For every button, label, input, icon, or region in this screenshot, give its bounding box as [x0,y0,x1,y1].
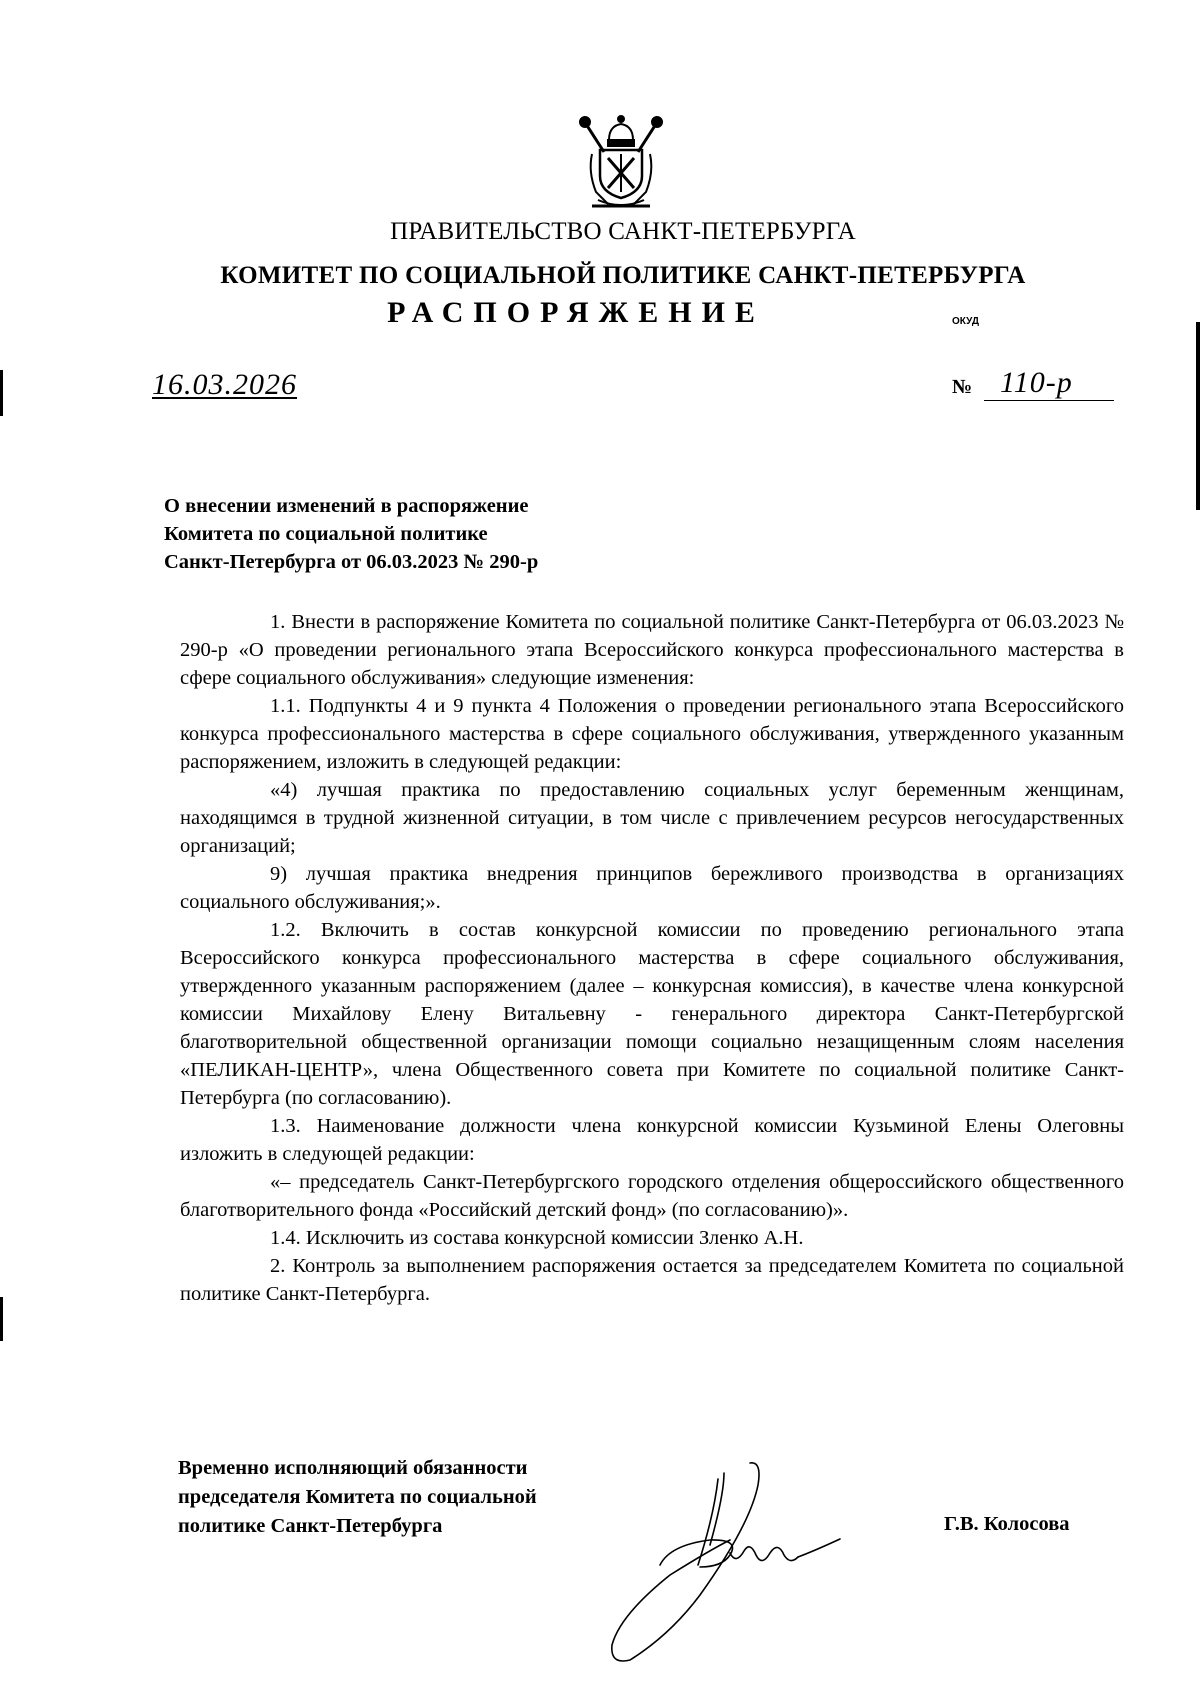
document-subject [164,492,664,576]
paragraph-quote-4: «4) лучшая практика по предоставлению социальных услуг беременным женщинам, находящимся в трудной жизненной ситуации, в том числе с привлечением ресурсов негосударственных организаций; [180,779,1124,857]
document-type-title: РАСПОРЯЖЕНИЕ [387,296,765,329]
paragraph-2: 2. Контроль за выполнением распоряжения остается за председателем Комитета по социальной политике Санкт-Петербурга. [180,1255,1124,1305]
signatory-position [178,1454,618,1541]
paragraph-1-2: 1.2. Включить в состав конкурсной комиссии по проведению регионального этапа Всероссийского конкурса профессионального мастерства в сфере социального обслуживания, утвержденного указанным распоряжением (далее – конкурсная комиссия), в качестве члена конкурсной комиссии Михайлову Елену Витальевну - генерального директора Санкт-Петербургской благотворительной общественной организации помощи социально незащищенным слоям населения «ПЕЛИКАН-ЦЕНТР», члена Общественного совета при Комитете по социальной политике Санкт-Петербурга (по согласованию). [180,919,1124,1109]
document-body [180,608,1124,1308]
document-number: 110-р [1000,366,1073,399]
scan-margin-mark [0,370,3,416]
subject-line: Комитета по социальной политике [164,523,488,545]
handwritten-signature [600,1455,860,1675]
number-underline [984,400,1114,401]
committee-title: КОМИТЕТ ПО СОЦИАЛЬНОЙ ПОЛИТИКЕ САНКТ-ПЕТЕРБУРГА [220,262,1026,289]
scan-margin-mark [1196,322,1200,510]
paragraph-1-3: 1.3. Наименование должности члена конкурсной комиссии Кузьминой Елены Олеговны изложить в следующей редакции: [180,1115,1124,1165]
scan-margin-mark [0,1297,3,1341]
paragraph-quote-chair: «– председатель Санкт-Петербургского городского отделения общероссийского общественного благотворительного фонда «Российский детский фонд» (по согласованию)». [180,1171,1124,1221]
paragraph-quote-9: 9) лучшая практика внедрения принципов бережливого производства в организациях социального обслуживания;». [180,863,1124,913]
government-title: ПРАВИТЕЛЬСТВО САНКТ-ПЕТЕРБУРГА [390,218,856,245]
subject-line: О внесении изменений в распоряжение [164,495,529,517]
paragraph-1-1: 1.1. Подпункты 4 и 9 пункта 4 Положения о проведении регионального этапа Всероссийского конкурса профессионального мастерства в сфере социального обслуживания, утвержденного указанным распоряжением, изложить в следующей редакции: [180,695,1124,773]
paragraph-1-4: 1.4. Исключить из состава конкурсной комиссии Зленко А.Н. [270,1227,804,1249]
number-label: № [952,376,973,398]
okud-label: ОКУД [952,316,979,327]
signatory-name: Г.В. Колосова [944,1513,1070,1535]
signatory-position-line: политике Санкт-Петербурга [178,1515,443,1537]
signatory-position-line: Временно исполняющий обязанности [178,1457,528,1479]
subject-line: Санкт-Петербурга от 06.03.2023 № 290-р [164,551,539,573]
coat-of-arms-icon [578,112,664,212]
signatory-position-line: председателя Комитета по социальной [178,1486,537,1508]
paragraph-1: 1. Внести в распоряжение Комитета по социальной политике Санкт-Петербурга от 06.03.2023 № 290-р «О проведении регионального этапа Всероссийского конкурса профессионального мастерства в сфере социального обслуживания» следующие изменения: [180,611,1124,689]
document-date: 16.03.2026 [152,368,297,401]
